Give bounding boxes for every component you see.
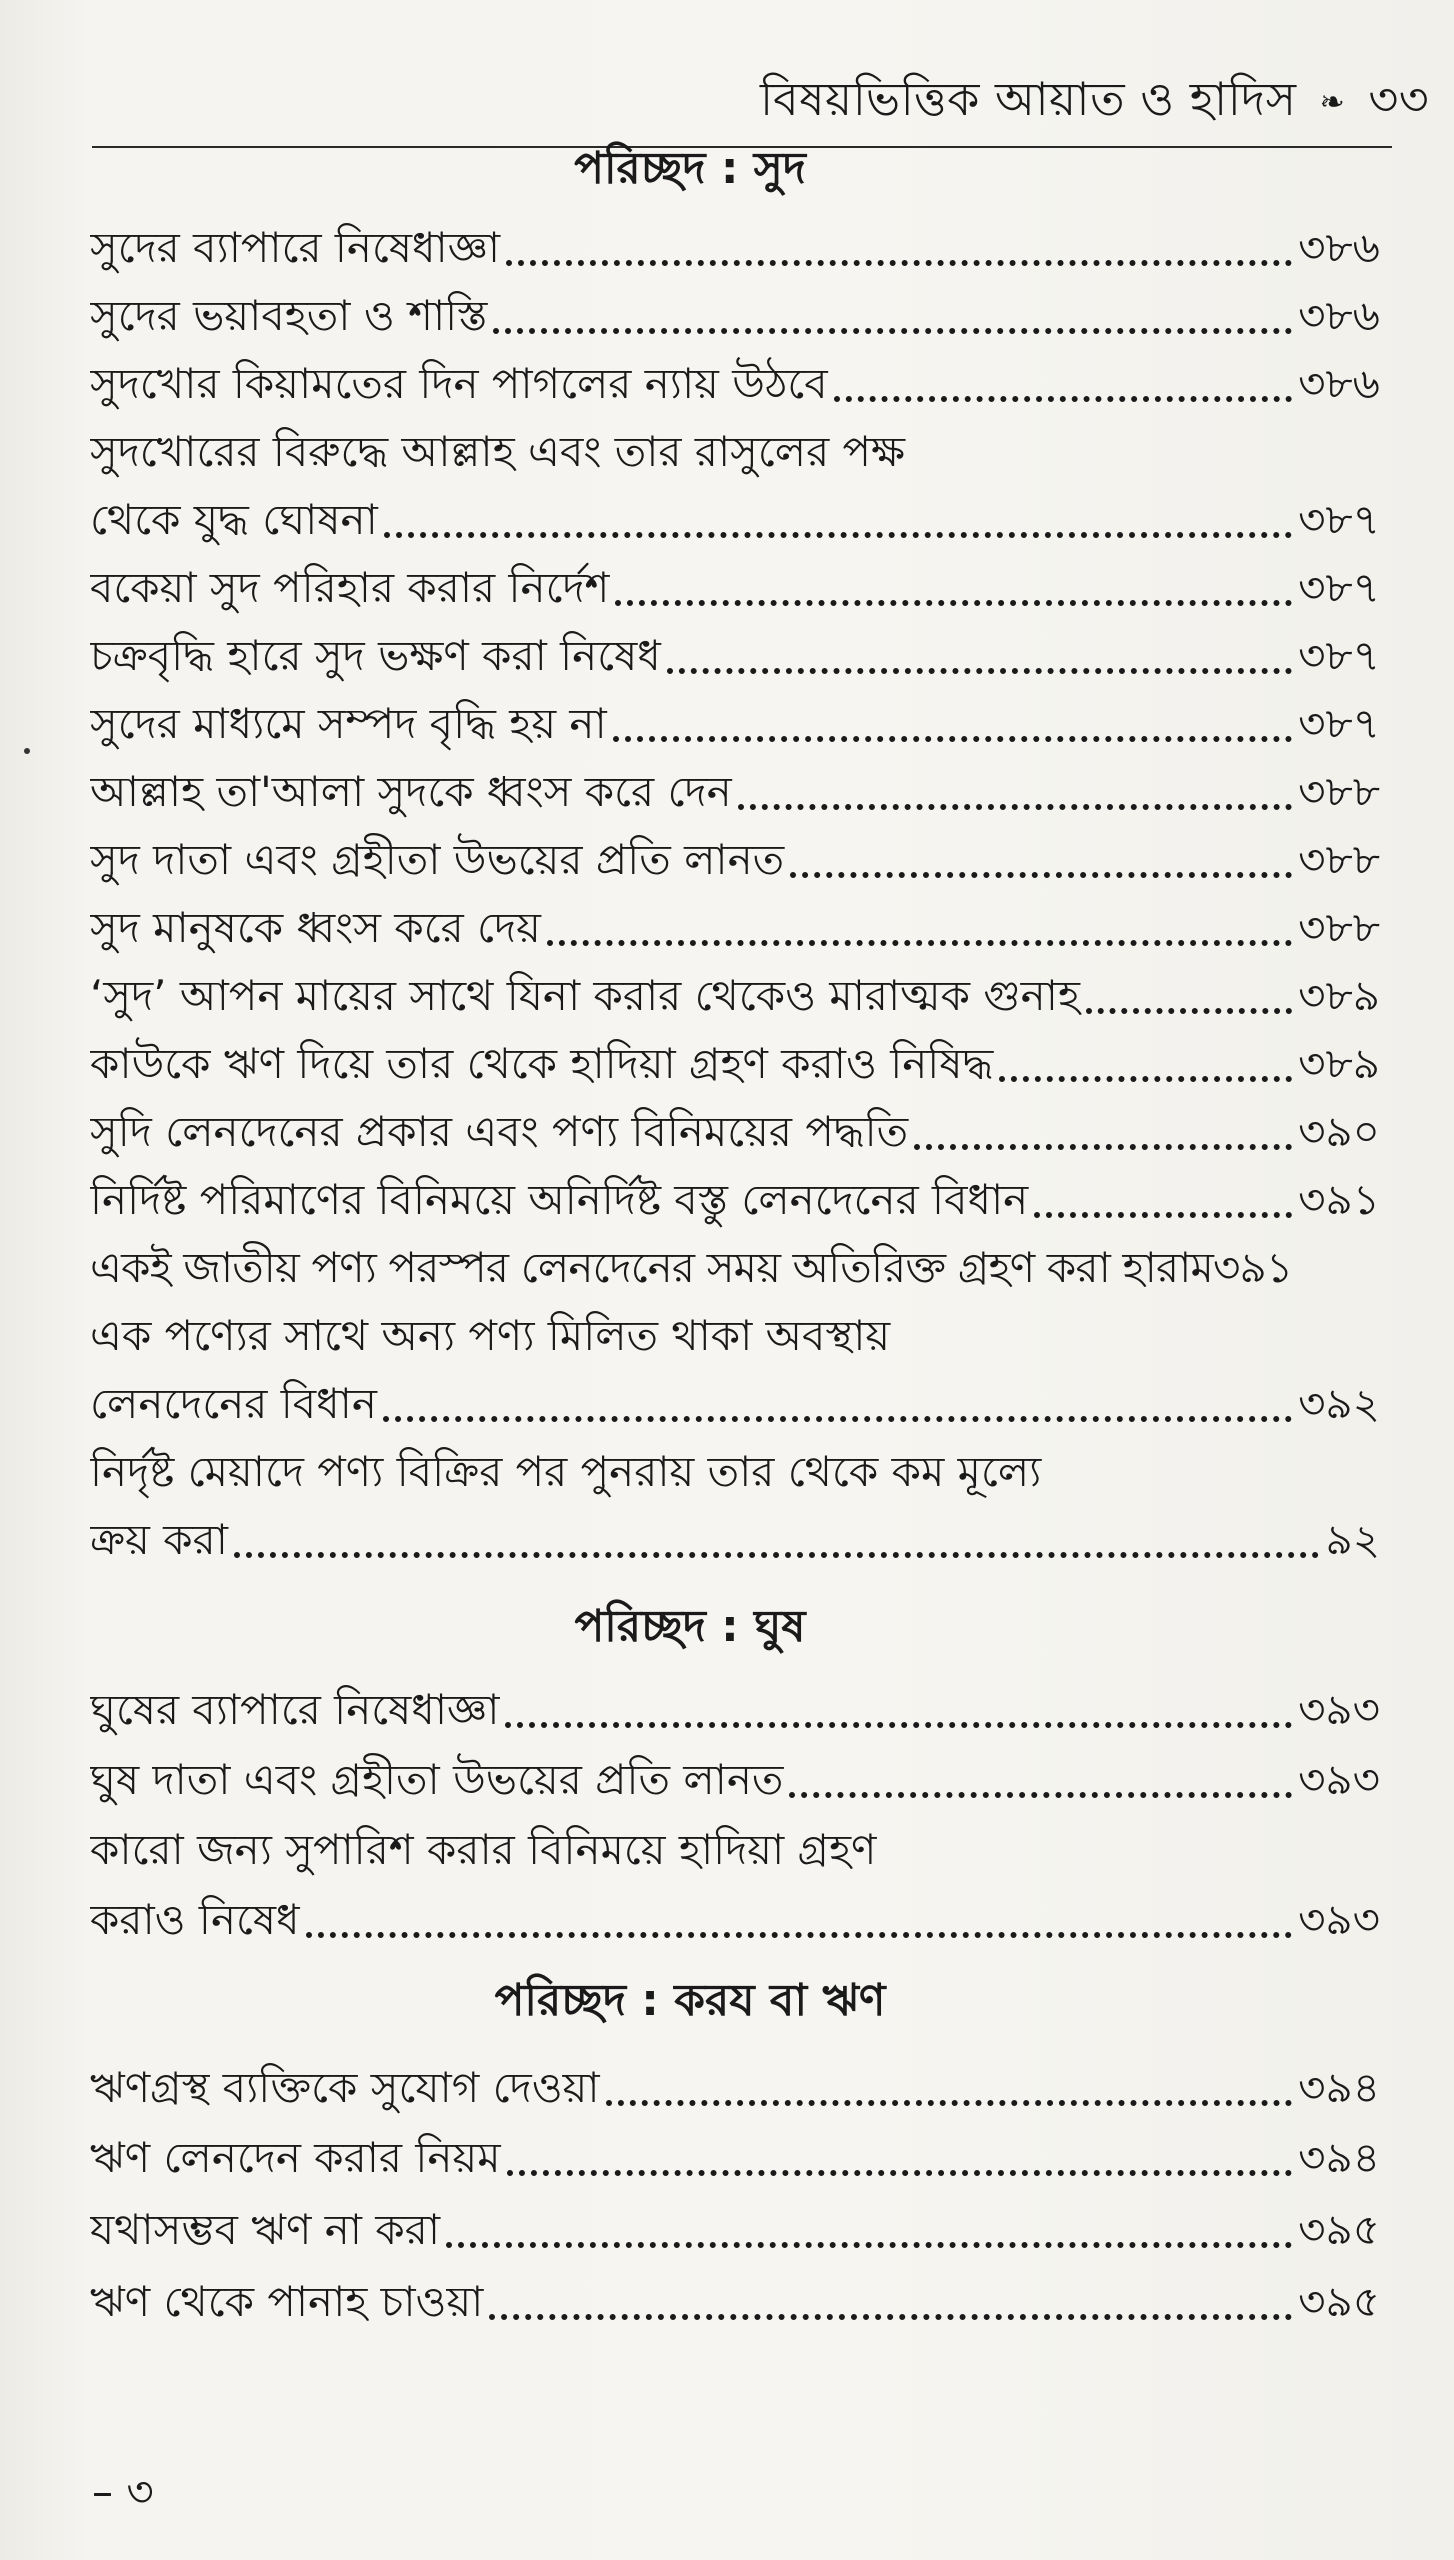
toc-entry: সুদের ব্যাপারে নিষেধাজ্ঞা ৩৮৬	[90, 223, 1380, 272]
toc-entry-continued: নির্দৃষ্ট মেয়াদে পণ্য বিক্রির পর পুনরায় তার থেকে কম মূল্যে	[90, 1447, 1042, 1496]
toc-entry: সুদের ভয়াবহতা ও শাস্তি ৩৮৬	[90, 291, 1380, 340]
toc-entry: সুদখোর কিয়ামতের দিন পাগলের ন্যায় উঠবে ৩৮৬	[90, 359, 1380, 408]
toc-entry: সুদ দাতা এবং গ্রহীতা উভয়ের প্রতি লানত ৩৮৮	[90, 835, 1380, 884]
toc-entry: কাউকে ঋণ দিয়ে তার থেকে হাদিয়া গ্রহণ করাও নিষিদ্ধ ৩৮৯	[90, 1039, 1380, 1088]
toc-entry: সুদ মানুষকে ধ্বংস করে দেয় ৩৮৮	[90, 903, 1380, 952]
toc-entry: সুদের মাধ্যমে সম্পদ বৃদ্ধি হয় না ৩৮৭	[90, 699, 1380, 748]
toc-entry: ‘সুদ’ আপন মায়ের সাথে যিনা করার থেকেও মারাত্মক গুনাহ ৩৮৯	[90, 971, 1380, 1020]
ornament-icon: ❧	[1319, 84, 1346, 120]
toc-entry: নির্দিষ্ট পরিমাণের বিনিময়ে অনির্দিষ্ট বস্তু লেনদেনের বিধান ৩৯১	[90, 1175, 1380, 1224]
toc-entry: থেকে যুদ্ধ ঘোষনা ৩৮৭	[90, 495, 1380, 544]
toc-entry-continued: কারো জন্য সুপারিশ করার বিনিময়ে হাদিয়া গ্রহণ	[90, 1825, 877, 1874]
section-title-interest: পরিচ্ছদ : সুদ	[574, 143, 806, 194]
toc-entry: যথাসম্ভব ঋণ না করা ৩৯৫	[90, 2205, 1380, 2254]
toc-entry: করাও নিষেধ ৩৯৩	[90, 1895, 1380, 1944]
toc-entry: একই জাতীয় পণ্য পরস্পর লেনদেনের সময় অতিরিক্ত গ্রহণ করা হারাম ৩৯১	[90, 1243, 1293, 1292]
folio-mark: – ৩	[92, 2467, 154, 2516]
toc-entry: ঘুষের ব্যাপারে নিষেধাজ্ঞা ৩৯৩	[90, 1685, 1380, 1734]
toc-entry: ঋণ লেনদেন করার নিয়ম ৩৯৪	[90, 2133, 1380, 2182]
toc-entry: ঋণ থেকে পানাহ চাওয়া ৩৯৫	[90, 2277, 1380, 2326]
running-head	[760, 64, 1430, 138]
running-head-title: বিষয়ভিত্তিক আয়াত ও হাদিস	[760, 72, 1297, 126]
toc-entry: লেনদেনের বিধান ৩৯২	[90, 1379, 1380, 1428]
running-head-page-number: ৩৩	[1368, 72, 1430, 126]
section-title-loan: পরিচ্ছদ : করয বা ঋণ	[494, 1975, 886, 2026]
section-title-bribery: পরিচ্ছদ : ঘুষ	[574, 1601, 806, 1652]
toc-entry: ক্রয় করা ৯২	[90, 1515, 1380, 1564]
toc-entry: বকেয়া সুদ পরিহার করার নির্দেশ ৩৮৭	[90, 563, 1380, 612]
toc-entry: চক্রবৃদ্ধি হারে সুদ ভক্ষণ করা নিষেধ ৩৮৭	[90, 631, 1380, 680]
toc-entry: ঘুষ দাতা এবং গ্রহীতা উভয়ের প্রতি লানত ৩৯৩	[90, 1755, 1380, 1804]
toc-entry: ঋণগ্রস্থ ব্যক্তিকে সুযোগ দেওয়া ৩৯৪	[90, 2063, 1380, 2112]
ink-speck	[24, 748, 30, 754]
toc-entry: আল্লাহ তা'আলা সুদকে ধ্বংস করে দেন ৩৮৮	[90, 767, 1380, 816]
toc-entry-continued: এক পণ্যের সাথে অন্য পণ্য মিলিত থাকা অবস্থায়	[90, 1311, 891, 1360]
toc-entry-continued: সুদখোরের বিরুদ্ধে আল্লাহ এবং তার রাসুলের পক্ষ	[90, 427, 906, 476]
toc-entry: সুদি লেনদেনের প্রকার এবং পণ্য বিনিময়ের পদ্ধতি ৩৯০	[90, 1107, 1380, 1156]
